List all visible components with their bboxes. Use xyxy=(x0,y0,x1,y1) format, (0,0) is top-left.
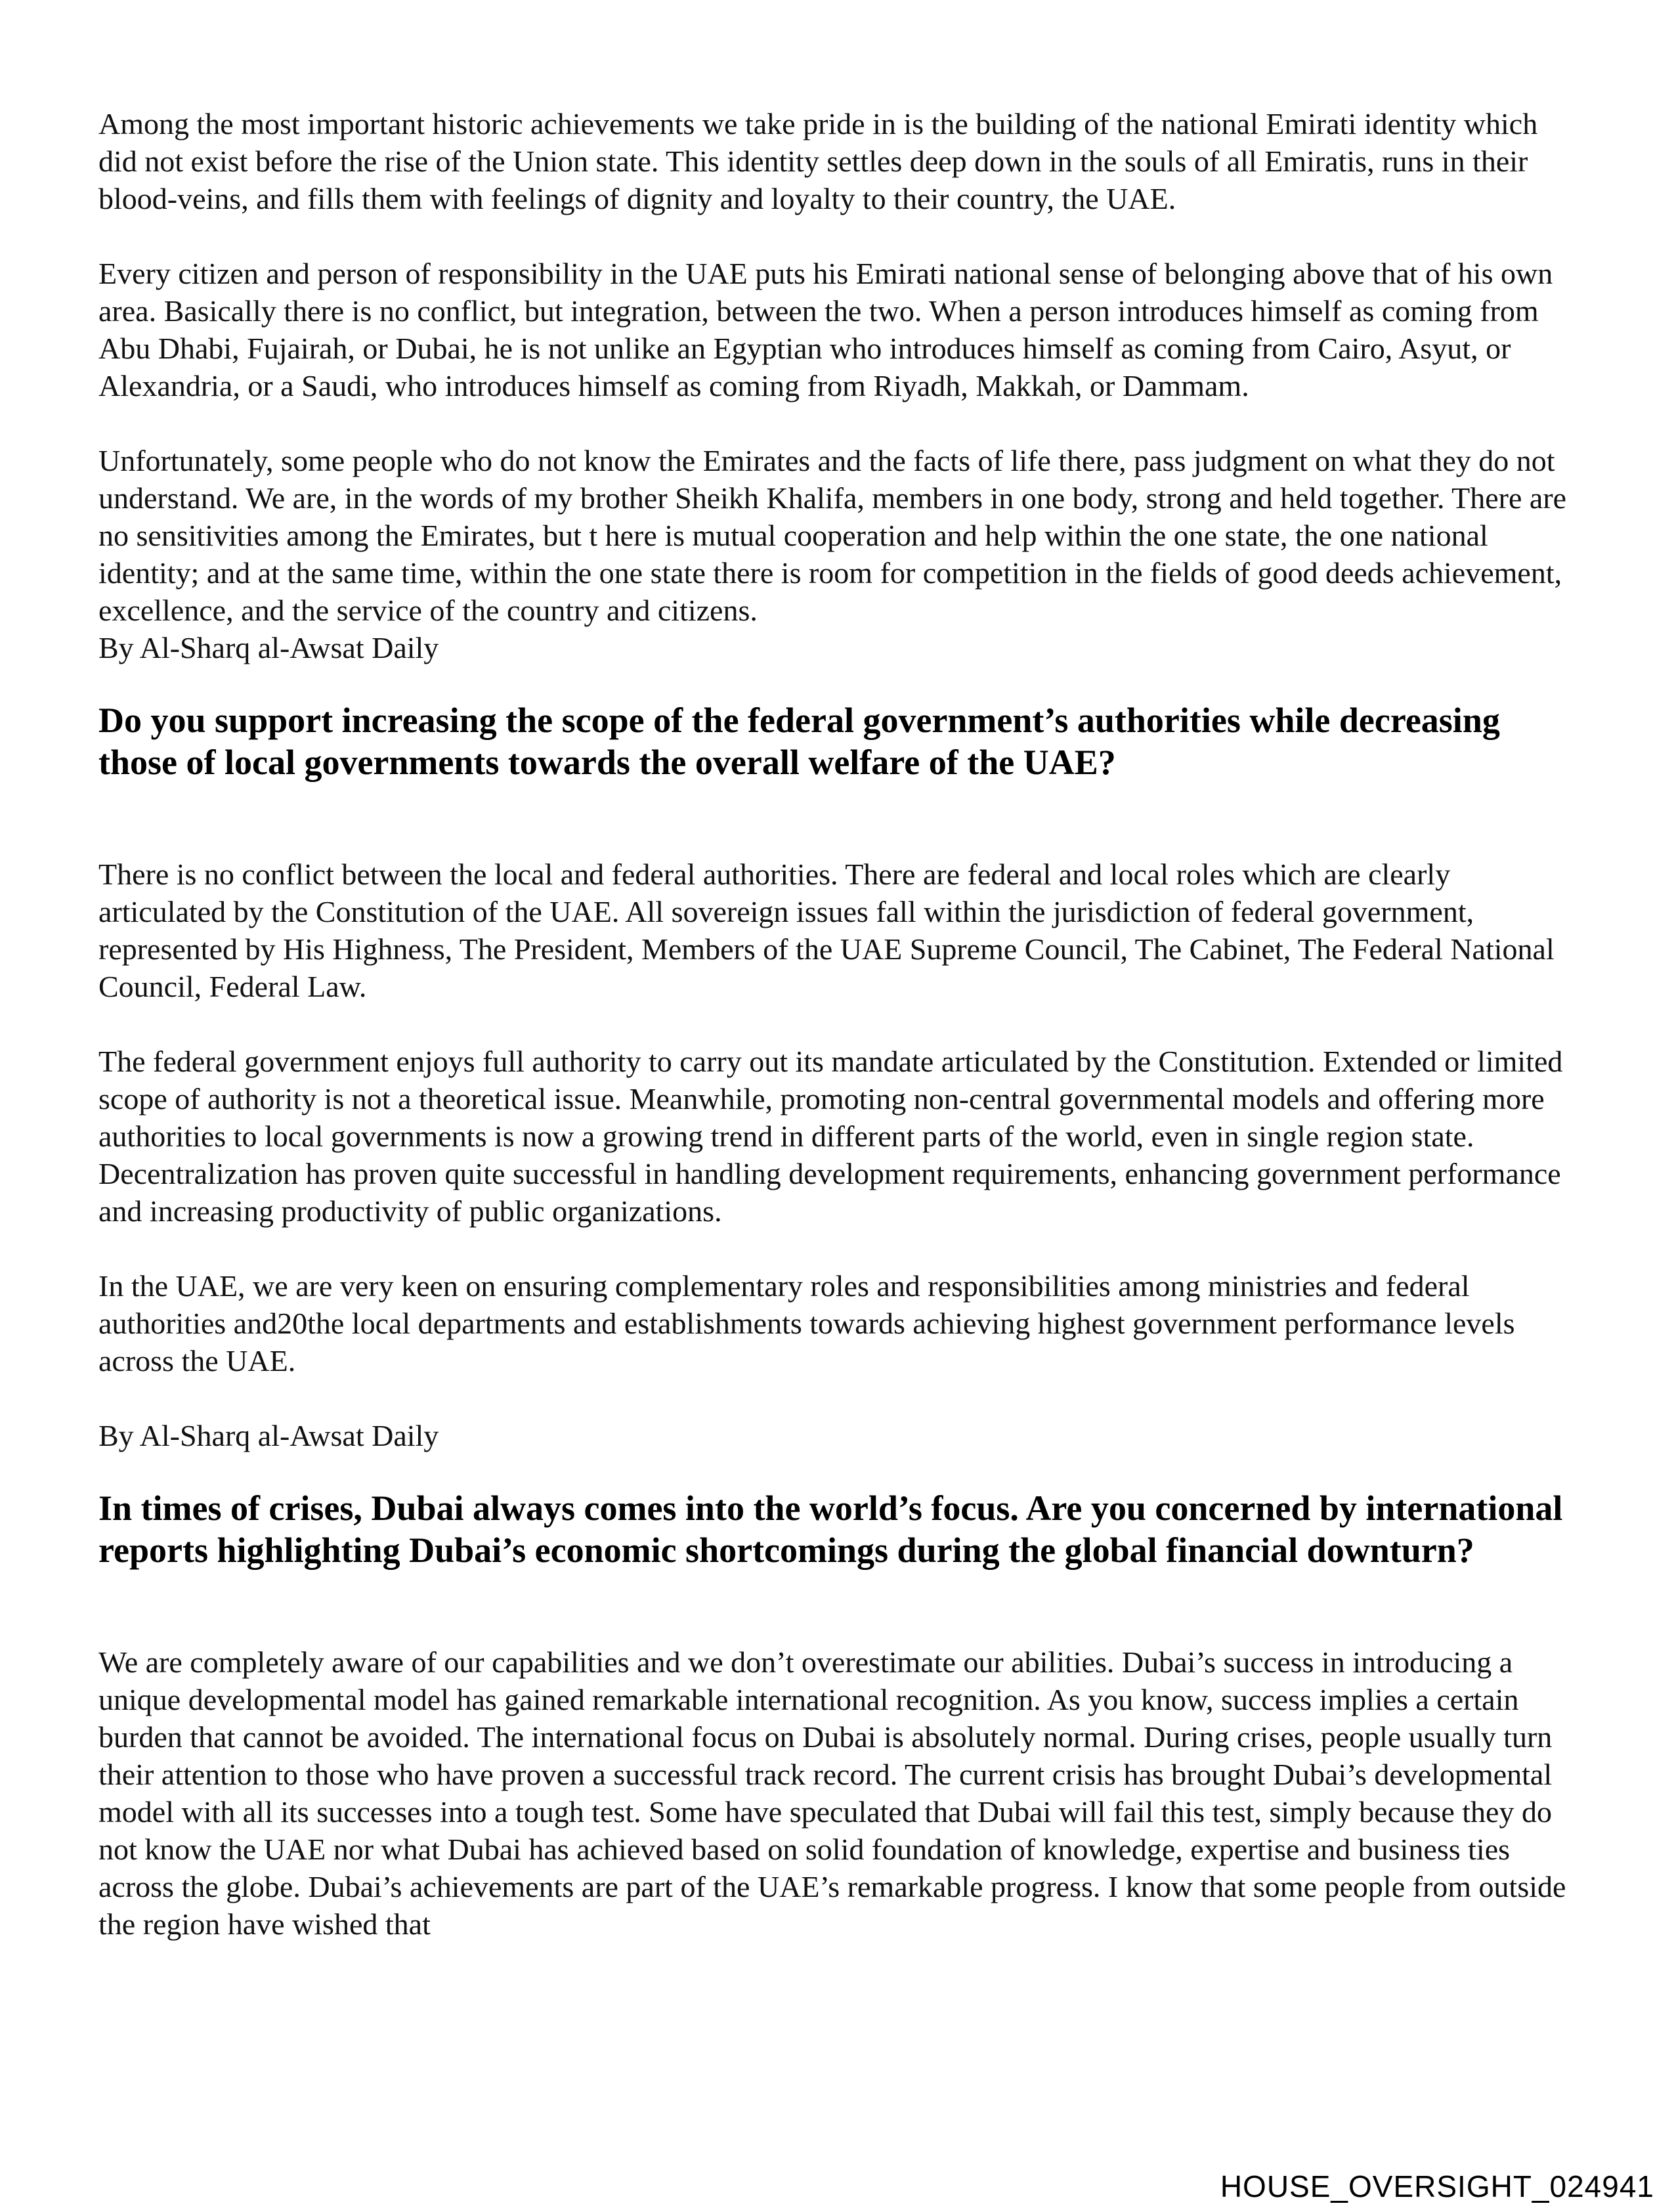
section-national-identity xyxy=(98,105,1582,666)
paragraph: We are completely aware of our capabilities and we don’t overestimate our abilities. Dubai’s success in introducing a unique developmental model has gained remarkable international recognition. As you know, success implies a certain burden that cannot be avoided. The international focus on Dubai is absolutely normal. During crises, people usually turn their attention to those who have proven a successful track record. The current crisis has brought Dubai’s developmental model with all its successes into a tough test. Some have speculated that Dubai will fail this test, simply because they do not know the UAE nor what Dubai has achieved based on solid foundation of knowledge, expertise and business ties across the globe. Dubai’s achievements are part of the UAE’s remarkable progress. I know that some people from outside the region have wished that xyxy=(98,1645,1566,1941)
spacer xyxy=(98,1454,1582,1487)
paragraph: There is no conflict between the local and federal authorities. There are federal and local roles which are clearly articulated by the Constitution of the UAE. All sovereign issues fall within the jurisdiction of federal government, represented by His Highness, The President, Members of the UAE Supreme Council, The Cabinet, The Federal National Council, Federal Law. xyxy=(98,857,1555,1003)
paragraph: In the UAE, we are very keen on ensuring complementary roles and responsibilities among ministries and federal authorities and20the local departments and establishments towards achieving highest government performance levels across the UAE. xyxy=(98,1269,1515,1377)
paragraph: Every citizen and person of responsibility in the UAE puts his Emirati national sense of belonging above that of his own area. Basically there is no conflict, but integration, between the two. When a person introduces himself as coming from Abu Dhabi, Fujairah, or Dubai, he is not unlike an Egyptian who introduces himself as coming from Cairo, Asyut, or Alexandria, or a Saudi, who introduces himself as coming from Riyadh, Makkah, or Dammam. xyxy=(98,257,1553,402)
spacer xyxy=(98,666,1582,699)
paragraph: Unfortunately, some people who do not know the Emirates and the facts of life there, pass judgment on what they do not understand. We are, in the words of my brother Sheikh Khalifa, members in one body, strong and held together. There are no sensitivities among the Emirates, but t here is mutual cooperation and help within the one state, the one national identity; and at the same time, within the one state there is room for competition in the fields of good deeds achievement, excellence, and the service of the country and citizens. xyxy=(98,444,1567,627)
section-dubai-crisis xyxy=(98,1487,1582,1943)
paragraph: Among the most important historic achievements we take pride in is the building of the national Emirati identity which did not exist before the rise of the Union state. This identity settles deep down in the souls of all Emiratis, runs in their blood-veins, and fills them with feelings of dignity and loyalty to their country, the UAE. xyxy=(98,107,1538,215)
spacer xyxy=(98,1571,1582,1643)
byline: By Al-Sharq al-Awsat Daily xyxy=(98,631,439,664)
paragraph: The federal government enjoys full authority to carry out its mandate articulated by the Constitution. Extended or limited scope of authority is not a theoretical issue. Meanwhile, promoting non-central governmental models and offering more authorities to local governments is now a growing trend in different parts of the world, even in single region state. Decentralization has proven quite successful in handling development requirements, enhancing government performance and increasing productivity of public organizations. xyxy=(98,1045,1563,1228)
question-heading: In times of crises, Dubai always comes into the world’s focus. Are you concerned by international reports highlighting Dubai’s economic shortcomings during the global financial downturn? xyxy=(98,1488,1563,1570)
question-heading: Do you support increasing the scope of the federal government’s authorities while decreasing those of local governments towards the overall welfare of the UAE? xyxy=(98,701,1500,782)
spacer xyxy=(98,783,1582,856)
section-federal-authorities xyxy=(98,699,1582,1454)
document-page xyxy=(98,105,1582,1943)
byline: By Al-Sharq al-Awsat Daily xyxy=(98,1419,439,1452)
bates-number: HOUSE_OVERSIGHT_024941 xyxy=(1220,2169,1654,2203)
